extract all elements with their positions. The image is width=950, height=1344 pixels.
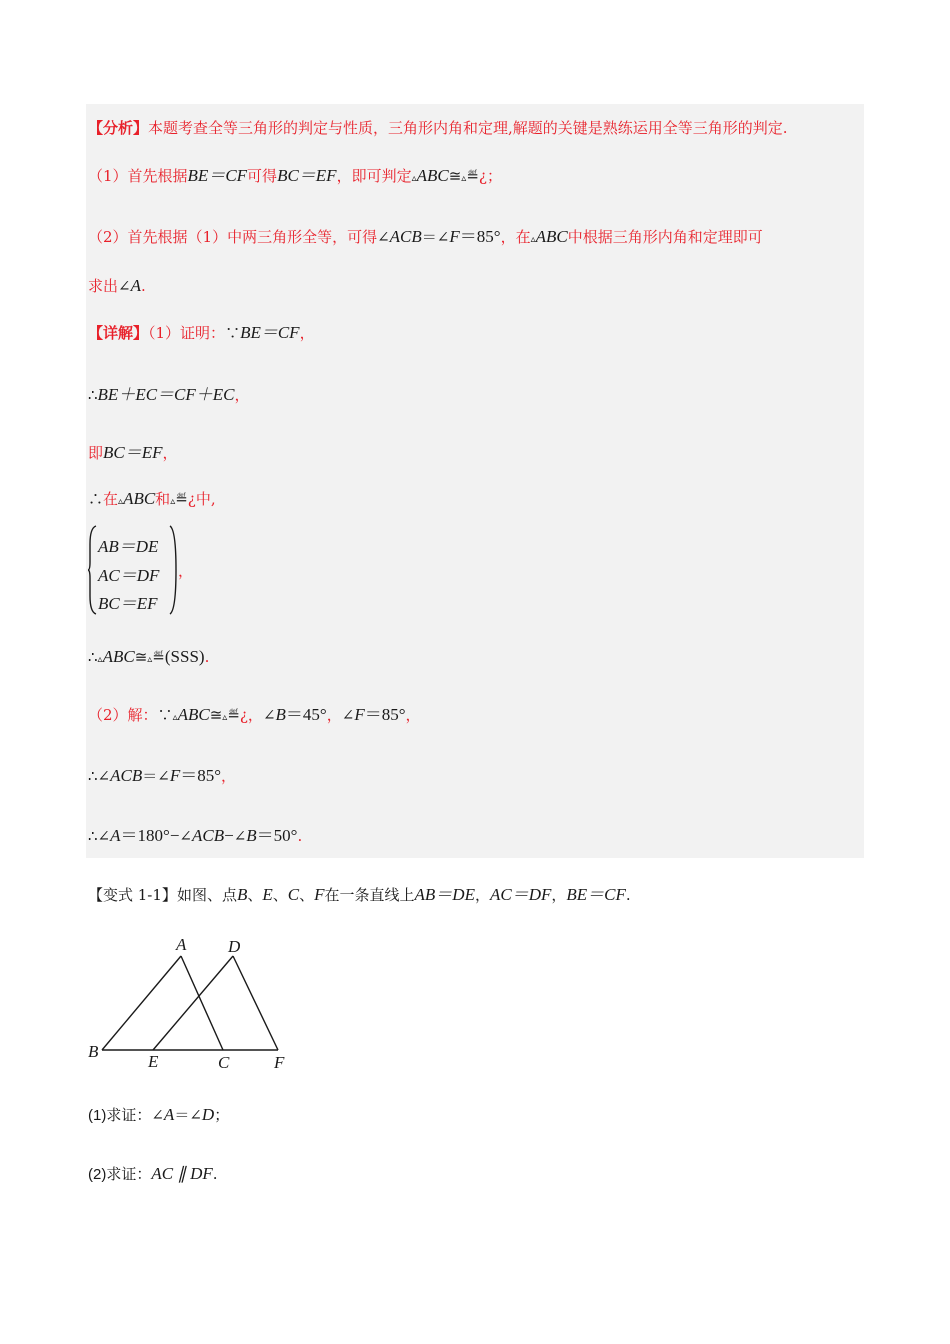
math-a: A: [110, 826, 121, 845]
triangle-symbol: ▵: [118, 496, 124, 507]
therefore-symbol: ∴: [88, 490, 104, 508]
detail-line-1: [88, 321, 315, 345]
math-50-deg: ＝50°: [256, 826, 298, 845]
math-180-deg: ＝180°−: [120, 826, 180, 845]
math-acb: ACB: [389, 227, 422, 246]
angle-symbol: ∠: [179, 827, 192, 845]
congruent-symbol: ≅: [448, 167, 462, 185]
case-ac-df: AC＝DF: [98, 566, 160, 585]
therefore-symbol: ∴: [88, 648, 98, 666]
math-a: A: [163, 1105, 175, 1124]
problem-statement: [88, 883, 631, 907]
analysis-text: 本题考查全等三角形的判定与性质，三角形内角和定理,解题的关键是熟练运用全等三角形的判定.: [148, 119, 788, 137]
label-f: F: [274, 1053, 285, 1072]
because-symbol: ∵: [157, 706, 173, 724]
math-be-cf: BE＝CF: [240, 323, 300, 342]
triangle-symbol: ▵: [411, 173, 417, 184]
math-abc: ABC: [416, 166, 449, 185]
label-e: E: [148, 1052, 159, 1071]
detail-line-4: [88, 487, 216, 514]
math-acb: ACB: [191, 826, 225, 845]
case-ab-de: AB＝DE: [98, 537, 159, 556]
angle-symbol: ∠: [189, 1106, 202, 1124]
comma: ，: [221, 767, 237, 785]
angle-symbol: ∠: [157, 767, 170, 785]
comma: ，: [162, 444, 178, 462]
math-acb: ACB: [110, 766, 143, 785]
analysis-step2-mid: ，在: [500, 228, 531, 246]
comma: ，: [178, 562, 194, 580]
triangle-symbol: ▵: [461, 173, 467, 184]
segment-ac: [181, 956, 223, 1050]
triangle-symbol: ▵: [147, 654, 153, 665]
math-abc: ABC: [535, 227, 568, 246]
math-a: A: [130, 276, 141, 295]
angle-symbol: ∠: [233, 827, 247, 845]
question-2: [88, 1162, 218, 1187]
math-ac-df: AC＝DF: [489, 885, 552, 904]
analysis-step1: [88, 164, 502, 191]
point-f: F: [314, 885, 325, 904]
equation-system: [88, 524, 194, 616]
angle-symbol: ∠: [262, 706, 276, 724]
analysis-step2-end: 中根据三角形内角和定理即可: [567, 228, 763, 246]
math-abc: ABC: [123, 489, 156, 508]
math-f: F: [449, 227, 460, 246]
detail-proof-prefix: （1）证明：: [148, 324, 226, 342]
case-bc-ef: BC＝EF: [98, 594, 158, 613]
detail-line4-end: ¿中,: [187, 490, 216, 508]
math-f: F: [169, 766, 181, 785]
detail-line-7: [88, 703, 421, 730]
detail-line-6: [88, 645, 209, 672]
triangle-symbol: ▵: [172, 712, 178, 723]
problem-text-1: 如图、点: [176, 886, 237, 904]
analysis-step1-mid2: ，即可判定: [336, 167, 412, 185]
analysis-step3-prefix: 求出: [88, 277, 119, 295]
comma: ，: [326, 706, 342, 724]
point-c: C: [287, 885, 300, 904]
angle-symbol: ∠: [436, 228, 450, 246]
triangle-symbol: ▵: [97, 654, 103, 665]
comma: ，: [234, 386, 250, 404]
math-abc: ABC: [177, 705, 210, 724]
point-b: B: [236, 885, 248, 904]
because-symbol: ∵: [225, 324, 241, 342]
def-symbol: ≝: [175, 490, 188, 508]
solution-panel: [86, 104, 864, 858]
therefore-symbol: ∴: [88, 767, 98, 785]
geometry-figure: [86, 930, 306, 1076]
analysis-step1-mid: 可得: [247, 167, 278, 185]
math-ac-parallel-df: AC ∥ DF: [151, 1164, 213, 1183]
separator: 、: [247, 886, 263, 904]
comma: ，: [551, 886, 567, 904]
math-abc: ABC: [102, 647, 135, 666]
analysis-step2-prefix: （2）首先根据（1）中两三角形全等，可得: [88, 228, 378, 246]
congruent-symbol: ≅: [134, 648, 148, 666]
equals-sign: ＝: [174, 1106, 190, 1124]
label-b: B: [88, 1042, 99, 1061]
angle-symbol: ∠: [97, 827, 111, 845]
math-85-deg: ＝85°: [180, 766, 222, 785]
detail-tag: 【详解】: [88, 324, 149, 342]
equals-sign: ＝: [421, 228, 437, 246]
detail-he: 和: [155, 490, 171, 508]
congruent-symbol: ≅: [209, 706, 223, 724]
problem-tag: 【变式 1-1】: [88, 886, 177, 904]
angle-symbol: ∠: [97, 767, 111, 785]
detail-line-3: [88, 441, 178, 465]
segment-de: [153, 956, 233, 1050]
question-1: [88, 1103, 229, 1128]
math-bc-ef: BC＝EF: [103, 443, 163, 462]
angle-symbol: ∠: [151, 1106, 164, 1124]
analysis-step2: [88, 225, 763, 252]
comma: ，: [405, 706, 421, 724]
triangle-symbol: ▵: [222, 712, 228, 723]
triangle-symbol: ▵: [170, 496, 176, 507]
label-c: C: [218, 1053, 230, 1072]
math-bc-ef: BC＝EF: [277, 166, 337, 185]
problem-text-2: 在一条直线上: [324, 886, 415, 904]
period: .: [297, 827, 303, 845]
label-d: D: [228, 937, 241, 956]
comma: ，: [474, 886, 490, 904]
math-ab-de: AB＝DE: [414, 885, 475, 904]
analysis-tag: 【分析】: [88, 119, 149, 137]
math-sss: (SSS): [164, 647, 205, 666]
therefore-symbol: ∴: [88, 827, 98, 845]
detail-line7-mark: ¿，: [239, 706, 263, 724]
analysis-step1-end: ¿；: [478, 167, 502, 185]
angle-symbol: ∠: [377, 228, 390, 246]
question-2-prefix: (2)求证：: [88, 1166, 152, 1183]
angle-symbol: ∠: [341, 706, 355, 724]
math-85-deg: ＝85°: [364, 705, 406, 724]
triangle-symbol: ▵: [530, 234, 536, 245]
def-symbol: ≝: [227, 706, 240, 724]
math-45-deg: ＝45°: [285, 705, 327, 724]
analysis-step3-end: .: [140, 277, 146, 295]
math-be-cf: BE＝CF: [187, 166, 248, 185]
therefore-symbol: ∴: [88, 386, 98, 404]
math-d: D: [201, 1105, 215, 1124]
detail-zai: 在: [103, 490, 119, 508]
separator: 、: [299, 886, 315, 904]
math-f: F: [354, 705, 365, 724]
detail-solve-prefix: （2）解：: [88, 706, 158, 724]
segment-df: [233, 956, 278, 1050]
period: .: [625, 886, 631, 904]
def-symbol: ≝: [152, 648, 165, 666]
segment-ab: [102, 956, 181, 1050]
analysis-step1-prefix: （1）首先根据: [88, 167, 188, 185]
math-b: B: [246, 826, 257, 845]
detail-line-2: [88, 383, 250, 407]
detail-line-9: [88, 824, 302, 848]
semicolon: ；: [214, 1106, 230, 1124]
detail-line-8: [88, 764, 236, 788]
def-symbol: ≝: [466, 167, 479, 185]
comma: ，: [299, 324, 315, 342]
question-1-prefix: (1)求证：: [88, 1107, 152, 1124]
math-be-cf: BE＝CF: [566, 885, 626, 904]
point-e: E: [262, 885, 273, 904]
label-a: A: [176, 935, 187, 954]
angle-symbol: ∠: [118, 277, 131, 295]
analysis-summary: [88, 116, 788, 140]
analysis-step2-cont: [88, 274, 146, 298]
math-sum-equation: BE＋EC＝CF＋EC: [97, 385, 235, 404]
minus-sign: −: [224, 826, 234, 845]
detail-ji: 即: [88, 444, 104, 462]
math-b: B: [275, 705, 286, 724]
math-85-deg: ＝85°: [459, 227, 501, 246]
equals-sign: ＝: [142, 767, 158, 785]
period: .: [204, 648, 210, 666]
period: .: [212, 1165, 218, 1183]
separator: 、: [272, 886, 288, 904]
